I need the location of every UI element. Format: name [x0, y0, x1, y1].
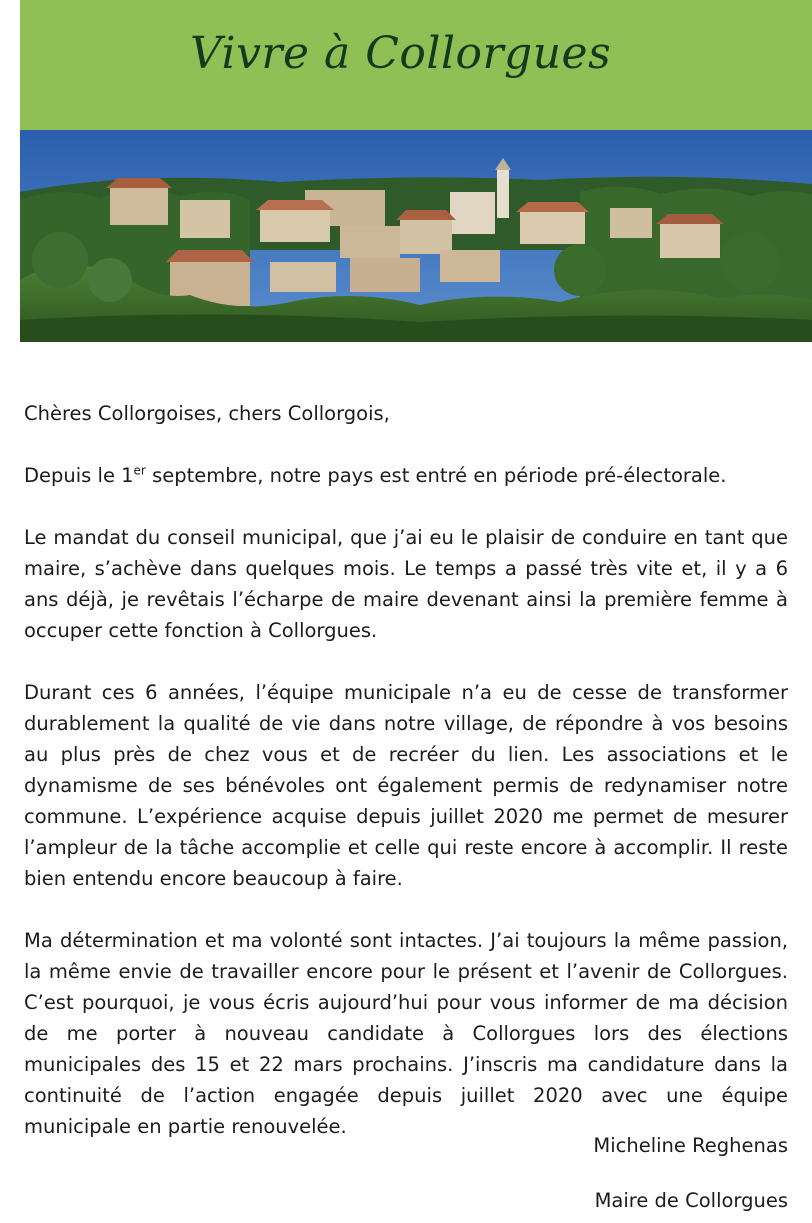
- signature-name: Micheline Reghenas: [593, 1134, 788, 1157]
- intro-text-start: Depuis le 1: [24, 464, 134, 487]
- page-title: Vivre à Collorgues: [190, 28, 612, 79]
- intro-text-end: septembre, notre pays est entré en période pré-électorale.: [145, 464, 727, 487]
- letter-body: [24, 398, 788, 1173]
- header-banner: [20, 0, 812, 130]
- intro-paragraph: [24, 460, 788, 491]
- paragraph-mandate: Le mandat du conseil municipal, que j’ai eu le plaisir de conduire en tant que maire, s’achève dans quelques mois. Le temps a passé très vite et, il y a 6 ans déjà, je revêtais l’écharpe de maire devenant ainsi la première femme à occuper cette fonction à Collorgues.: [24, 526, 788, 642]
- village-photo: [20, 130, 812, 342]
- paragraph-achievements: Durant ces 6 années, l’équipe municipale n’a eu de cesse de transformer durablement la qualité de vie dans notre village, de répondre à vos besoins au plus près de chez vous et de recréer du lien. Les associations et le dynamisme de ses bénévoles ont également permis de redynamiser notre commune. L’expérience acquise depuis juillet 2020 me permet de mesurer l’ampleur de la tâche accomplie et celle qui reste encore à accomplir. Il reste bien entendu encore beaucoup à faire.: [24, 681, 788, 890]
- ordinal-superscript: er: [133, 463, 146, 478]
- paragraph-candidacy: Ma détermination et ma volonté sont intactes. J’ai toujours la même passion, la même envie de travailler encore pour le présent et l’avenir de Collorgues. C’est pourquoi, je vous écris aujourd’hui pour vous informer de ma décision de me porter à nouveau candidate à Collorgues lors des élections municipales des 15 et 22 mars prochains. J’inscris ma candidature dans la continuité de l’action engagée depuis juillet 2020 avec une équipe municipale en partie renouvelée.: [24, 929, 788, 1138]
- salutation: Chères Collorgoises, chers Collorgois,: [24, 402, 390, 425]
- signature-title: Maire de Collorgues: [594, 1189, 788, 1212]
